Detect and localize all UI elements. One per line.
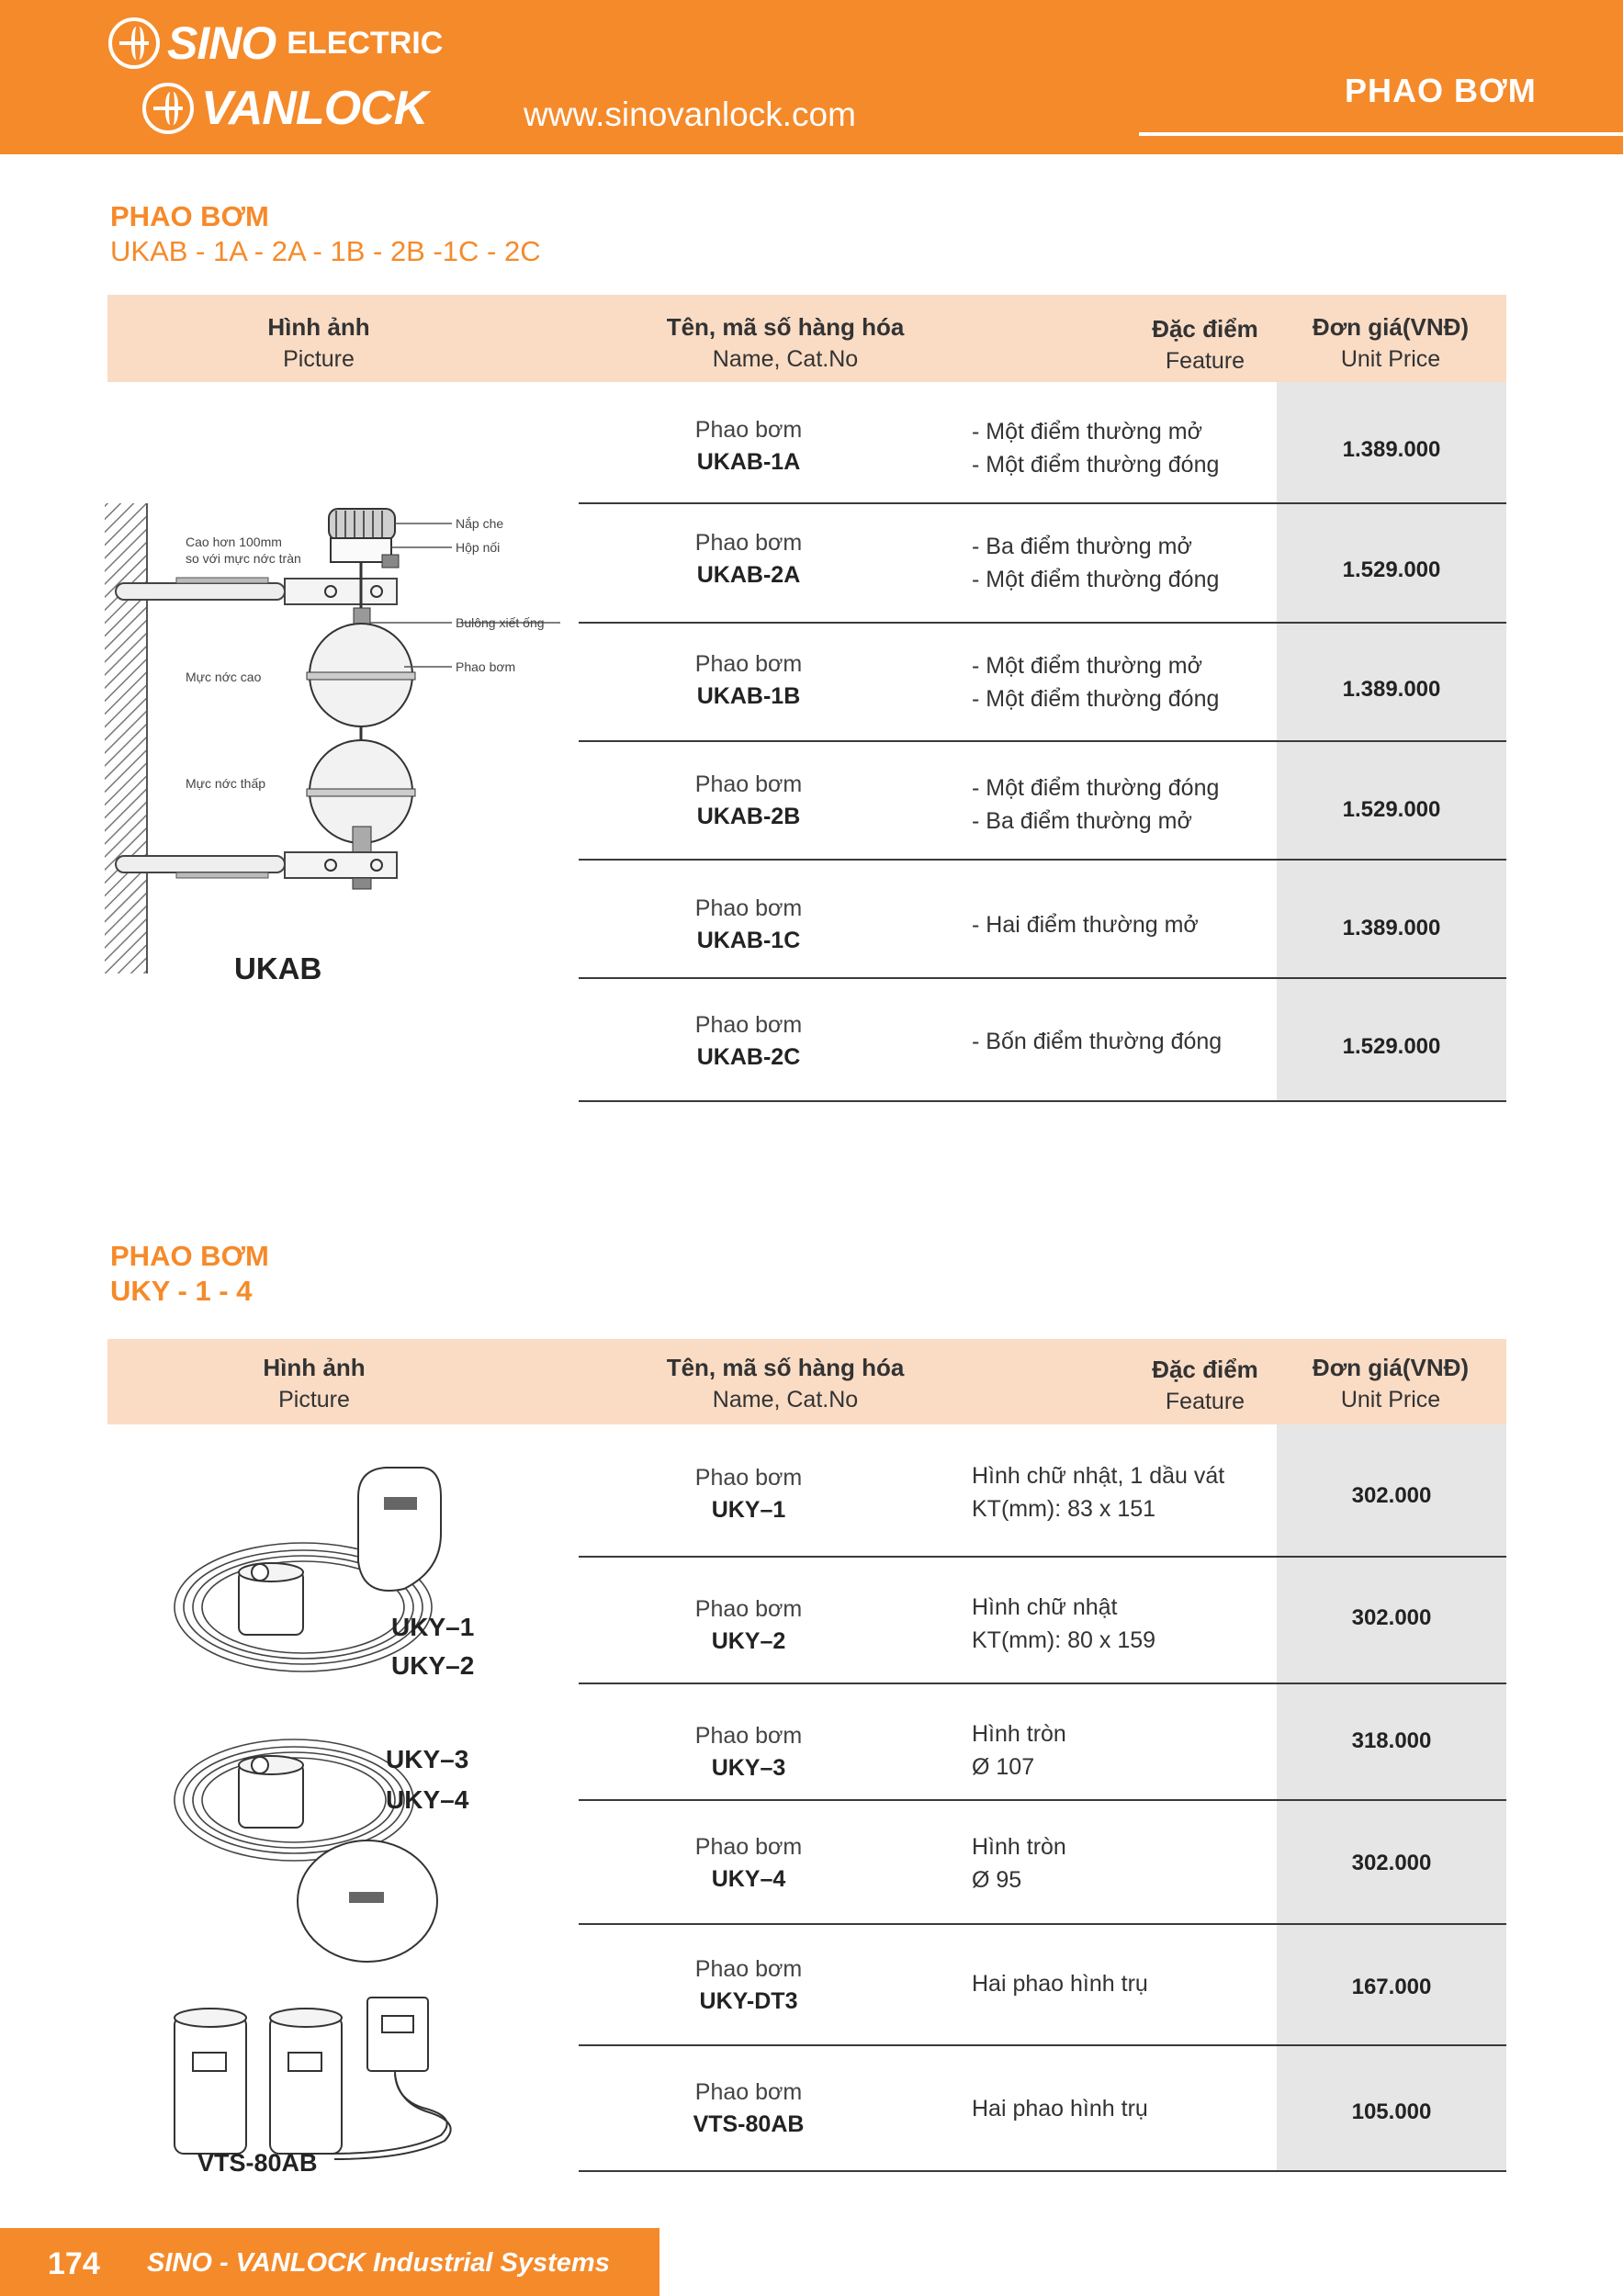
product-type: Phao bơm (694, 771, 803, 797)
product-code: UKAB-1B (696, 683, 801, 709)
top-bracket (285, 579, 397, 604)
cylinder-float-icon (175, 2016, 246, 2154)
product-code: UKY–4 (711, 1866, 786, 1892)
row-name (579, 651, 919, 710)
feature-line: Hình chữ nhật, 1 dầu vát (972, 1463, 1225, 1489)
product-code: VTS-80AB (693, 2111, 805, 2137)
feature-line: Hình chữ nhật (972, 1594, 1118, 1620)
feature-line: - Một điểm thường mở (972, 419, 1202, 445)
cap-icon (329, 509, 395, 540)
label-box: Hộp nối (456, 540, 501, 555)
feature-line: Hai phao hình trụ (972, 1971, 1148, 1997)
label-float: Phao bơm (456, 659, 516, 674)
feature-line: - Ba điểm thường mở (972, 808, 1192, 834)
label-clamp: Bulông xiết ống (456, 615, 545, 630)
row-feature (972, 2092, 1293, 2125)
row-feature (972, 908, 1293, 941)
row-feature (972, 1025, 1293, 1058)
unit-price: 1.529.000 (1342, 557, 1441, 582)
bottom-pipe (116, 856, 285, 872)
feature-line: Ø 95 (972, 1867, 1022, 1893)
col-picture-vi: Hình ảnh (263, 1354, 366, 1381)
table-row (579, 742, 1506, 861)
feature-line: Hình tròn (972, 1834, 1066, 1860)
feature-line: - Một điểm thường đóng (972, 567, 1220, 592)
cylinder-float-icon (270, 2016, 342, 2154)
unit-price: 1.529.000 (1342, 1034, 1441, 1059)
ukab-label: UKAB (234, 951, 322, 985)
product-code: UKAB-2A (696, 562, 801, 588)
row-name (579, 1465, 919, 1524)
section2-subtitle: UKY - 1 - 4 (110, 1275, 253, 1307)
col-feature-en: Feature (1165, 348, 1245, 374)
unit-price: 302.000 (1351, 1483, 1432, 1508)
col-picture-vi: Hình ảnh (267, 313, 370, 341)
table-row (579, 1925, 1506, 2046)
table-row (579, 624, 1506, 742)
section2-table-header (107, 1339, 1506, 1424)
brand-vanlock: VANLOCK (201, 82, 428, 135)
col-feature-vi: Đặc điểm (1152, 315, 1258, 343)
row-feature (972, 1459, 1284, 1525)
product-code: UKY–3 (711, 1755, 786, 1781)
table-row (579, 504, 1506, 624)
label-vts: VTS-80AB (197, 2149, 318, 2177)
col-price-en: Unit Price (1340, 1387, 1441, 1412)
col-picture-en: Picture (283, 346, 355, 372)
feature-line: Hình tròn (972, 1721, 1066, 1747)
unit-price: 105.000 (1351, 2099, 1432, 2124)
row-feature (972, 1591, 1293, 1657)
row-name (579, 2079, 919, 2138)
sino-logo (108, 17, 443, 70)
product-code: UKAB-1C (696, 928, 801, 953)
row-name (579, 895, 919, 954)
feature-line: Ø 107 (972, 1754, 1035, 1780)
top-pipe (116, 583, 285, 600)
feature-line: - Một điểm thường đóng (972, 686, 1220, 712)
product-code: UKAB-2C (696, 1044, 801, 1070)
row-feature (972, 530, 1293, 596)
controller-box-icon (367, 1998, 428, 2071)
table-row (579, 861, 1506, 979)
table-row (579, 1684, 1506, 1801)
row-feature (972, 1967, 1293, 2000)
float-switch-icon (358, 1468, 441, 1591)
row-name (579, 1723, 919, 1782)
row-name (579, 530, 919, 589)
section1-table-header (107, 295, 1506, 382)
row-feature (972, 649, 1293, 715)
col-name (615, 1354, 955, 1413)
col-name-vi: Tên, mã số hàng hóa (666, 1354, 905, 1381)
product-type: Phao bơm (694, 530, 803, 556)
section1-title (110, 200, 541, 268)
feature-line: KT(mm): 83 x 151 (972, 1496, 1156, 1522)
col-feature-en: Feature (1165, 1389, 1245, 1414)
label-high-level: Mực nớc cao (186, 670, 262, 684)
product-code: UKAB-1A (696, 449, 801, 475)
feature-line: Hai phao hình trụ (972, 2096, 1148, 2122)
col-price (1276, 313, 1505, 373)
row-name (579, 1834, 919, 1893)
col-price (1276, 1354, 1505, 1413)
col-price-vi: Đơn giá(VNĐ) (1312, 1354, 1470, 1381)
col-feature-vi: Đặc điểm (1152, 1356, 1258, 1383)
page-title: PHAO BƠM (1345, 72, 1537, 109)
table-row (579, 1801, 1506, 1925)
row-name (579, 771, 919, 830)
row-feature (972, 415, 1293, 481)
section1-heading: PHAO BƠM (110, 200, 269, 232)
section1-subtitle: UKAB - 1A - 2A - 1B - 2B -1C - 2C (110, 235, 541, 267)
row-name (579, 1956, 919, 2015)
product-type: Phao bơm (694, 1723, 803, 1749)
table-row (579, 2046, 1506, 2172)
label-uky1: UKY–1 (391, 1613, 475, 1641)
vts-80ab-illustration (165, 1988, 468, 2172)
table-row (579, 979, 1506, 1102)
col-price-en: Unit Price (1340, 346, 1441, 372)
product-code: UKAB-2B (696, 804, 801, 829)
ukab-diagram (101, 496, 579, 992)
col-name (615, 313, 955, 373)
feature-line: - Một điểm thường mở (972, 653, 1202, 679)
col-name-vi: Tên, mã số hàng hóa (666, 313, 905, 341)
table-row (579, 1558, 1506, 1684)
page-header (0, 0, 1623, 154)
globe-icon (108, 17, 160, 69)
label-higher: Cao hơn 100mm (186, 535, 282, 549)
product-type: Phao bơm (694, 417, 803, 443)
row-name (579, 1012, 919, 1071)
vanlock-emblem-icon (142, 83, 194, 134)
row-feature (972, 1717, 1293, 1784)
feature-line: - Ba điểm thường mở (972, 534, 1192, 559)
vanlock-logo (142, 81, 427, 136)
feature-line: KT(mm): 80 x 159 (972, 1627, 1156, 1653)
label-lid: Nắp che (456, 516, 504, 531)
page-footer (0, 2228, 659, 2296)
wall-hatch (105, 503, 147, 974)
col-price-vi: Đơn giá(VNĐ) (1312, 313, 1470, 341)
product-type: Phao bơm (694, 651, 803, 677)
brand-electric: ELECTRIC (287, 25, 444, 61)
unit-price: 1.389.000 (1342, 916, 1441, 940)
col-picture (204, 1354, 424, 1413)
bottom-bracket (285, 852, 397, 878)
feature-line: - Một điểm thường đóng (972, 452, 1220, 478)
col-picture-en: Picture (278, 1387, 350, 1412)
product-type: Phao bơm (694, 1596, 803, 1622)
unit-price: 302.000 (1351, 1851, 1432, 1875)
product-type: Phao bơm (694, 895, 803, 921)
footer-text: SINO - VANLOCK Industrial Systems (147, 2248, 610, 2278)
col-picture (209, 313, 429, 373)
brand-sino: SINO (167, 17, 276, 69)
product-code: UKY–2 (711, 1628, 786, 1654)
table-row (579, 1424, 1506, 1558)
table-row (579, 382, 1506, 504)
section2-title (110, 1240, 269, 1308)
row-feature (972, 1830, 1293, 1896)
section2-heading: PHAO BƠM (110, 1240, 269, 1272)
row-feature (972, 771, 1293, 838)
feature-line: - Một điểm thường đóng (972, 775, 1220, 801)
unit-price: 167.000 (1351, 1975, 1432, 1999)
website-link[interactable]: www.sinovanlock.com (524, 96, 856, 133)
page-number: 174 (48, 2246, 100, 2281)
row-name (579, 1596, 919, 1655)
feature-line: - Hai điểm thường mở (972, 912, 1199, 938)
col-name-en: Name, Cat.No (712, 346, 859, 372)
unit-price: 1.389.000 (1342, 677, 1441, 702)
product-code: UKY–1 (711, 1497, 786, 1523)
label-higher2: so với mực nớc tràn (186, 551, 301, 566)
unit-price: 1.529.000 (1342, 797, 1441, 822)
label-low-level: Mực nớc thấp (186, 776, 266, 791)
label-uky4: UKY–4 (386, 1785, 469, 1814)
product-type: Phao bơm (694, 1834, 803, 1860)
product-type: Phao bơm (694, 1465, 803, 1491)
product-type: Phao bơm (694, 1012, 803, 1038)
header-divider (1139, 132, 1623, 136)
product-type: Phao bơm (694, 2079, 803, 2105)
product-type: Phao bơm (694, 1956, 803, 1982)
unit-price: 1.389.000 (1342, 437, 1441, 462)
label-uky2: UKY–2 (391, 1651, 475, 1680)
label-uky3: UKY–3 (386, 1745, 469, 1773)
col-name-en: Name, Cat.No (712, 1387, 859, 1412)
unit-price: 318.000 (1351, 1728, 1432, 1753)
row-name (579, 417, 919, 476)
feature-line: - Bốn điểm thường đóng (972, 1029, 1223, 1054)
product-code: UKY-DT3 (699, 1988, 798, 2014)
unit-price: 302.000 (1351, 1605, 1432, 1630)
